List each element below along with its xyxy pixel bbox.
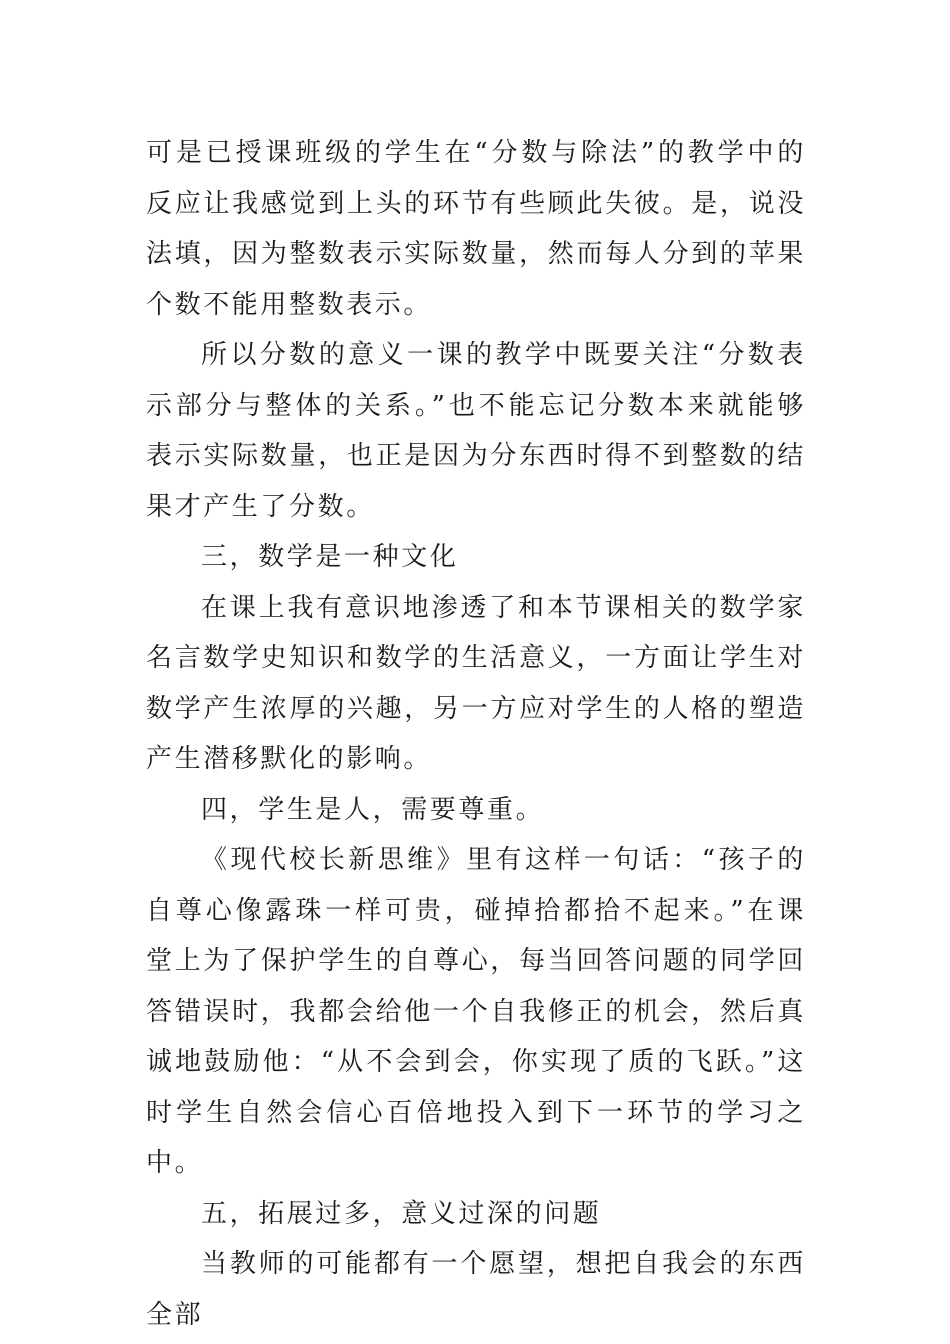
- paragraph-4: 《现代校长新思维》里有这样一句话：“孩子的自尊心像露珠一样可贵，碰掉拾都拾不起来。”在课堂上为了保护学生的自尊心，每当回答问题的同学回答错误时，我都会给他一个自我修正的机会，然后真诚地鼓励他：“从不会到会，你实现了质的飞跃。”这时学生自然会信心百倍地投入到下一环节的学习之中。: [146, 845, 806, 1178]
- document-body: [146, 128, 806, 1340]
- paragraph-5: 当教师的可能都有一个愿望，想把自我会的东西全部: [146, 1249, 806, 1330]
- paragraph-3: 在课上我有意识地渗透了和本节课相关的数学家名言数学史知识和数学的生活意义，一方面让学生对数学产生浓厚的兴趣，另一方应对学生的人格的塑造产生潜移默化的影响。: [146, 592, 806, 774]
- section-heading-extension: 五，拓展过多，意义过深的问题: [201, 1198, 602, 1229]
- paragraph-2: 所以分数的意义一课的教学中既要关注“分数表示部分与整体的关系。”也不能忘记分数本来就能够表示实际数量，也正是因为分东西时得不到整数的结果才产生了分数。: [146, 340, 806, 522]
- section-heading-respect: 四，学生是人，需要尊重。: [201, 794, 545, 825]
- section-heading-culture: 三，数学是一种文化: [201, 542, 459, 572]
- paragraph-1: 可是已授课班级的学生在“分数与除法”的教学中的反应让我感觉到上头的环节有些顾此失彼。是，说没法填，因为整数表示实际数量，然而每人分到的苹果个数不能用整数表示。: [146, 138, 806, 320]
